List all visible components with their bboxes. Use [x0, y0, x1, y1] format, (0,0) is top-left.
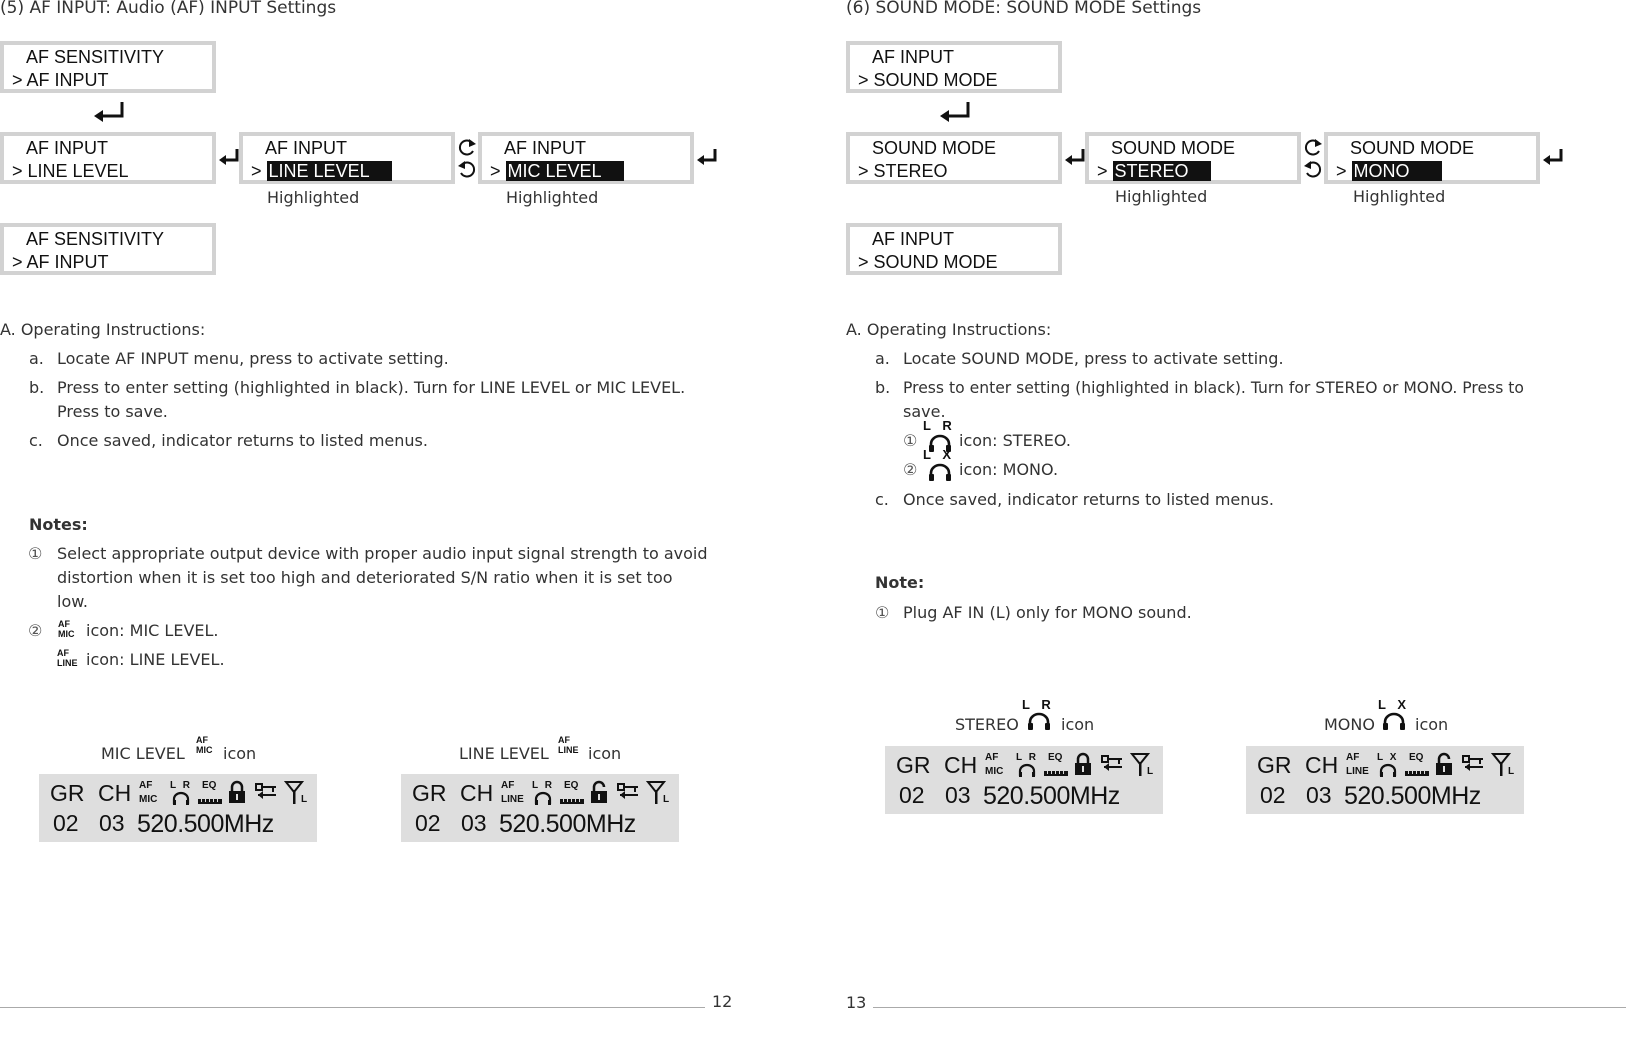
lcd-display-line	[401, 774, 679, 842]
lcd-gr-value: 02	[899, 782, 925, 808]
menu-prefix: >	[1336, 161, 1347, 181]
icon-label-bottom: MIC	[196, 745, 213, 755]
key-swap-icon	[1101, 754, 1123, 774]
lcd-lr-label: L R	[170, 780, 192, 791]
menu-line-1: AF INPUT	[26, 138, 109, 158]
menu-line-1: AF INPUT	[504, 138, 587, 158]
key-swap-icon	[255, 782, 277, 802]
headphone-icon	[534, 791, 552, 805]
step-a-mark: a.	[29, 349, 44, 368]
lcd-ch-value: 03	[1306, 782, 1332, 808]
menu-box-mono-highlighted	[1324, 132, 1540, 184]
menu-box-stereo-highlighted	[1085, 132, 1301, 184]
menu-line-1: AF INPUT	[872, 47, 955, 67]
note-1-text: Select appropriate output device with proper audio input signal strength to avoid	[57, 544, 708, 563]
lcd-lr-label: L R	[532, 780, 554, 791]
lcd-ch-label: CH	[944, 752, 978, 778]
lcd-display-mono	[1246, 746, 1524, 814]
lcd-ch-value: 03	[99, 810, 125, 836]
lcd-af-label: AF	[1346, 752, 1360, 763]
highlighted-value: LINE LEVEL	[267, 161, 392, 181]
lcd-mode-label: MIC	[985, 766, 1004, 777]
note-heading: Note:	[875, 573, 925, 592]
highlighted-value: MIC LEVEL	[506, 161, 624, 181]
eq-bars-icon	[560, 796, 584, 804]
lcd-l-label: L	[1147, 766, 1154, 777]
note-1-text: Plug AF IN (L) only for MONO sound.	[903, 603, 1192, 622]
menu-line-2	[1336, 161, 1442, 182]
lcd-lr-label: L R	[1016, 752, 1038, 763]
af-mic-icon	[58, 619, 75, 639]
lcd-display-mic	[39, 774, 317, 842]
lcd-gr-value: 02	[415, 810, 441, 836]
note-1-text-cont: low.	[57, 592, 88, 611]
menu-line-2	[1097, 161, 1211, 182]
lcd-gr-label: GR	[412, 780, 447, 806]
headphone-icon	[1379, 763, 1397, 777]
lock-closed-icon	[1074, 752, 1092, 776]
icon-label-top: AF	[558, 735, 570, 745]
page-number: 12	[712, 992, 733, 1011]
caption-mono: MONO	[1324, 715, 1375, 734]
icon-label-bottom: LINE	[558, 745, 579, 755]
enter-arrow-icon	[1064, 148, 1086, 168]
menu-box-af-input-bottom	[846, 223, 1062, 275]
af-line-icon	[558, 735, 579, 755]
lcd-display-stereo	[885, 746, 1163, 814]
menu-prefix: >	[490, 161, 501, 181]
step-c-mark: c.	[29, 431, 43, 450]
icon-label-top: AF	[58, 619, 70, 629]
lcd-l-label: L	[301, 794, 308, 805]
eq-bars-icon	[1044, 768, 1068, 776]
menu-line-1: AF SENSITIVITY	[26, 229, 165, 249]
lcd-eq-label: EQ	[1048, 752, 1063, 763]
rotate-knob-icon	[456, 136, 478, 180]
menu-line-1: AF SENSITIVITY	[26, 47, 165, 67]
headphone-icon	[1018, 763, 1036, 777]
rotate-knob-icon	[1302, 136, 1324, 180]
menu-box-af-sensitivity-top	[0, 41, 216, 93]
note-2-mic-text: icon: MIC LEVEL.	[86, 621, 219, 640]
caption-stereo: STEREO	[955, 715, 1019, 734]
lock-open-icon	[1435, 752, 1453, 776]
caption-mic-level: MIC LEVEL	[101, 744, 185, 763]
enter-arrow-icon	[92, 100, 126, 126]
highlighted-label: Highlighted	[1115, 187, 1208, 206]
step-b-text: Press to enter setting (highlighted in black). Turn for STEREO or MONO. Press to	[903, 379, 1524, 397]
lcd-af-label: AF	[139, 780, 153, 791]
menu-line-1: SOUND MODE	[872, 138, 997, 158]
lcd-mode-label: MIC	[139, 794, 158, 805]
lcd-ch-label: CH	[1305, 752, 1339, 778]
lcd-gr-value: 02	[1260, 782, 1286, 808]
key-swap-icon	[1462, 754, 1484, 774]
lcd-eq-label: EQ	[202, 780, 217, 791]
note-2-mark: ②	[28, 621, 43, 640]
menu-box-af-input-top	[846, 41, 1062, 93]
lcd-gr-label: GR	[1257, 752, 1292, 778]
lcd-ch-label: CH	[460, 780, 494, 806]
menu-line-2: > AF INPUT	[12, 70, 109, 90]
step-c-mark: c.	[875, 490, 889, 509]
menu-line-2: > LINE LEVEL	[12, 161, 129, 181]
stereo-lr-label: L R	[923, 418, 956, 433]
mono-note-text: icon: MONO.	[959, 460, 1059, 479]
lcd-eq-label: EQ	[564, 780, 579, 791]
lcd-gr-label: GR	[50, 780, 85, 806]
step-c-text: Once saved, indicator returns to listed menus.	[57, 431, 428, 450]
lcd-ch-label: CH	[98, 780, 132, 806]
step-a-mark: a.	[875, 349, 890, 368]
instructions-heading: A. Operating Instructions:	[0, 320, 206, 339]
step-c-text: Once saved, indicator returns to listed menus.	[903, 490, 1274, 509]
step-b-text-cont: save.	[903, 402, 946, 421]
caption-suffix: icon	[1061, 715, 1095, 734]
highlighted-label: Highlighted	[267, 188, 360, 207]
lcd-gr-label: GR	[896, 752, 931, 778]
lcd-gr-value: 02	[53, 810, 79, 836]
left-section-title: (5) AF INPUT: Audio (AF) INPUT Settings	[0, 0, 337, 18]
stereo-note-mark: ①	[903, 431, 918, 450]
caption-suffix: icon	[588, 744, 622, 763]
af-line-icon	[57, 648, 78, 668]
step-b-mark: b.	[29, 378, 45, 397]
step-b-mark: b.	[875, 378, 891, 397]
menu-box-line-level-highlighted	[239, 132, 455, 184]
menu-prefix: >	[251, 161, 262, 181]
enter-arrow-icon	[1542, 148, 1564, 168]
caption-line-level: LINE LEVEL	[459, 744, 549, 763]
caption-suffix: icon	[223, 744, 257, 763]
menu-box-af-input-line	[0, 132, 216, 184]
stereo-note-text: icon: STEREO.	[959, 431, 1071, 450]
right-section-title: (6) SOUND MODE: SOUND MODE Settings	[846, 0, 1202, 18]
menu-line-2	[251, 161, 392, 182]
lcd-eq-label: EQ	[1409, 752, 1424, 763]
icon-label-top: AF	[196, 735, 208, 745]
lcd-lx-label: L X	[1377, 752, 1399, 763]
lcd-frequency: 520.500MHz	[983, 782, 1120, 810]
lcd-frequency: 520.500MHz	[137, 810, 274, 838]
icon-label-bottom: LINE	[57, 658, 78, 668]
footer-rule	[873, 1007, 1626, 1008]
menu-line-2	[490, 161, 624, 182]
lcd-frequency: 520.500MHz	[1344, 782, 1481, 810]
lcd-l-label: L	[1508, 766, 1515, 777]
caption-stereo-lr: L R	[1022, 697, 1055, 712]
mono-note-mark: ②	[903, 460, 918, 479]
lcd-ch-value: 03	[461, 810, 487, 836]
caption-mono-lx: L X	[1378, 697, 1410, 712]
menu-line-1: SOUND MODE	[1111, 138, 1236, 158]
lcd-frequency: 520.500MHz	[499, 810, 636, 838]
menu-line-1: AF INPUT	[265, 138, 348, 158]
lcd-mode-label: LINE	[1346, 766, 1369, 777]
menu-line-1: AF INPUT	[872, 229, 955, 249]
lock-open-icon	[590, 780, 608, 804]
lcd-ch-value: 03	[945, 782, 971, 808]
step-b-text-cont: Press to save.	[57, 402, 168, 421]
mono-lx-label: L X	[923, 447, 955, 462]
headphone-stereo-icon	[1027, 711, 1051, 731]
page-number: 13	[846, 993, 867, 1012]
highlighted-label: Highlighted	[506, 188, 599, 207]
eq-bars-icon	[198, 796, 222, 804]
icon-label-top: AF	[57, 648, 69, 658]
note-1-text-cont: distortion when it is set too high and deteriorated S/N ratio when it is set too	[57, 568, 673, 587]
icon-label-bottom: MIC	[58, 629, 75, 639]
enter-arrow-icon	[218, 148, 240, 168]
af-mic-icon	[196, 735, 213, 755]
highlighted-label: Highlighted	[1353, 187, 1446, 206]
menu-box-af-sensitivity-bottom	[0, 223, 216, 275]
menu-box-mic-level-highlighted	[478, 132, 694, 184]
headphone-mono-icon	[928, 462, 952, 482]
lcd-mode-label: LINE	[501, 794, 524, 805]
enter-arrow-icon	[696, 148, 718, 168]
step-b-text: Press to enter setting (highlighted in black). Turn for LINE LEVEL or MIC LEVEL.	[57, 378, 686, 397]
menu-line-2: > STEREO	[858, 161, 948, 181]
lcd-af-label: AF	[501, 780, 515, 791]
highlighted-value: STEREO	[1113, 161, 1211, 181]
menu-line-1: SOUND MODE	[1350, 138, 1475, 158]
headphone-mono-icon	[1382, 711, 1406, 731]
highlighted-value: MONO	[1352, 161, 1442, 181]
note-1-mark: ①	[875, 603, 890, 622]
note-2-line-text: icon: LINE LEVEL.	[86, 650, 225, 669]
step-a-text: Locate SOUND MODE, press to activate setting.	[903, 349, 1284, 368]
menu-line-2: > SOUND MODE	[858, 70, 998, 90]
caption-suffix: icon	[1415, 715, 1449, 734]
menu-box-sound-mode-stereo	[846, 132, 1062, 184]
footer-rule	[0, 1007, 705, 1008]
step-a-text: Locate AF INPUT menu, press to activate setting.	[57, 349, 449, 368]
lcd-l-label: L	[663, 794, 670, 805]
menu-line-2: > AF INPUT	[12, 252, 109, 272]
note-1-mark: ①	[28, 544, 43, 563]
menu-prefix: >	[1097, 161, 1108, 181]
menu-line-2: > SOUND MODE	[858, 252, 998, 272]
key-swap-icon	[617, 782, 639, 802]
lock-closed-icon	[228, 780, 246, 804]
enter-arrow-icon	[938, 100, 972, 126]
lcd-af-label: AF	[985, 752, 999, 763]
eq-bars-icon	[1405, 768, 1429, 776]
instructions-heading: A. Operating Instructions:	[846, 320, 1052, 339]
headphone-icon	[172, 791, 190, 805]
notes-heading: Notes:	[29, 515, 88, 534]
